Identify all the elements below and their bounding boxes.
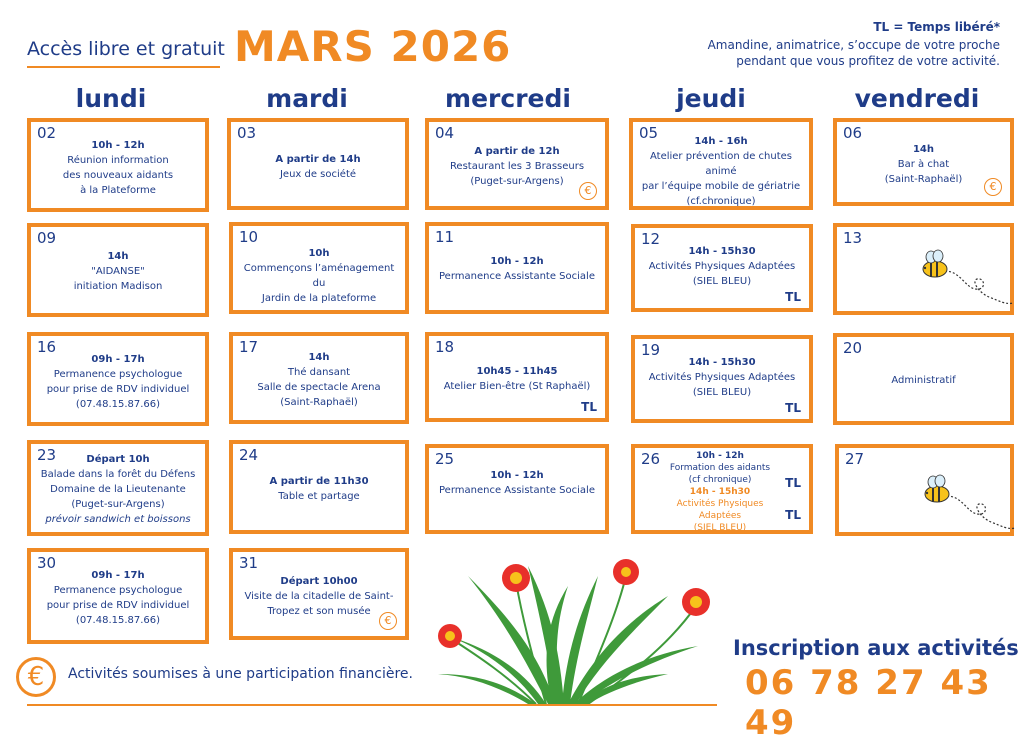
event-time: 14h - 16h <box>694 136 748 147</box>
day-number: 10 <box>239 228 259 246</box>
day-number: 17 <box>239 338 259 356</box>
event-line: Domaine de la Lieutenante <box>50 484 186 495</box>
day-number: 24 <box>239 446 259 464</box>
header-underline <box>27 66 220 68</box>
event-line: (Puget-sur-Argens) <box>470 176 564 187</box>
day-number: 30 <box>37 554 57 572</box>
event-line: des nouveaux aidants <box>62 170 174 181</box>
event-line: (SIEL BLEU) <box>692 276 752 287</box>
day-number: 19 <box>641 341 661 359</box>
event-time: A partir de 14h <box>275 154 361 165</box>
day-number: 18 <box>435 338 455 356</box>
event-line: Bar à chat <box>897 159 950 170</box>
event-line: initiation Madison <box>73 281 163 292</box>
day-cell-18 <box>425 332 609 422</box>
event-line: Jardin de la plateforme <box>261 293 377 304</box>
bee-icon <box>915 249 1015 311</box>
event-line: Atelier Bien-être (St Raphaël) <box>443 381 591 392</box>
event-line: (SIEL BLEU) <box>692 387 752 398</box>
event-line: (Saint-Raphaël) <box>884 174 963 185</box>
day-number: 03 <box>237 124 257 142</box>
event-line: Visite de la citadelle de Saint- <box>244 591 394 602</box>
day-number: 05 <box>639 124 659 142</box>
day-number: 25 <box>435 450 455 468</box>
event-time: 10h <box>308 248 330 259</box>
day-cell-24 <box>229 440 409 534</box>
event-line: Table et partage <box>278 491 360 502</box>
event-line: "AIDANSE" <box>91 266 145 277</box>
tl-badge: TL <box>785 401 801 415</box>
day-number: 26 <box>641 450 661 468</box>
event-line: Tropez et son musée <box>267 606 371 617</box>
event-time: 14h - 15h30 <box>689 487 751 497</box>
event-line: Activités Physiques Adaptées <box>648 261 796 272</box>
event-time: 14h - 15h30 <box>688 246 756 257</box>
day-cell-30 <box>27 548 209 644</box>
month-title: MARS 2026 <box>234 22 512 71</box>
day-header-mercredi: mercredi <box>445 84 571 113</box>
day-number: 09 <box>37 229 57 247</box>
day-cell-11 <box>425 222 609 314</box>
tl-badge: TL <box>581 400 597 414</box>
day-cell-16 <box>27 332 209 426</box>
day-number: 23 <box>37 446 57 464</box>
day-number: 16 <box>37 338 57 356</box>
day-cell-20 <box>833 333 1014 425</box>
event-line: Permanence psychologue <box>53 369 183 380</box>
event-time: 10h - 12h <box>490 256 544 267</box>
euro-icon: € <box>16 657 56 697</box>
event-line: à la Plateforme <box>80 185 156 196</box>
day-cell-04 <box>425 118 609 210</box>
day-cell-02 <box>27 118 209 212</box>
day-number: 27 <box>845 450 865 468</box>
event-line: par l’équipe mobile de gériatrie <box>641 181 801 192</box>
day-number: 13 <box>843 229 863 247</box>
day-cell-10 <box>229 222 409 314</box>
day-header-mardi: mardi <box>266 84 348 113</box>
event-line: (Puget-sur-Argens) <box>71 499 165 510</box>
bee-icon <box>917 474 1017 536</box>
event-time: 10h - 12h <box>91 140 145 151</box>
event-line: Atelier prévention de chutes animé <box>649 151 792 177</box>
day-number: 06 <box>843 124 863 142</box>
euro-icon: € <box>379 612 397 630</box>
day-cell-17 <box>229 332 409 424</box>
event-time: 14h <box>308 352 330 363</box>
day-header-jeudi: jeudi <box>676 84 746 113</box>
day-number: 02 <box>37 124 57 142</box>
footer-underline <box>27 704 717 706</box>
day-number: 12 <box>641 230 661 248</box>
legend-text: Activités soumises à une participation financière. <box>68 666 413 682</box>
event-line: Permanence psychologue <box>53 585 183 596</box>
inscription-label: Inscription aux activités <box>733 636 1019 660</box>
event-time: A partir de 12h <box>474 146 560 157</box>
day-cell-05 <box>629 118 813 210</box>
event-line: (cf chronique) <box>688 475 752 485</box>
event-line: (Saint-Raphaël) <box>280 397 358 408</box>
day-header-lundi: lundi <box>75 84 147 113</box>
day-cell-23 <box>27 440 209 536</box>
tl-badge: TL <box>785 476 801 490</box>
tl-description: Amandine, animatrice, s’occupe de votre proche pendant que vous profitez de votre activité. <box>707 38 1000 68</box>
event-line: Commençons l’aménagement du <box>243 263 395 289</box>
phone-number: 06 78 27 43 49 <box>745 663 992 743</box>
tl-definition: TL = Temps libéré* <box>873 20 1000 34</box>
tl-badge: TL <box>785 290 801 304</box>
day-cell-27 <box>835 444 1014 536</box>
day-number: 31 <box>239 554 259 572</box>
event-line: Formation des aidants <box>669 463 771 473</box>
event-time: Départ 10h <box>86 454 150 465</box>
event-time: 10h45 - 11h45 <box>476 366 558 377</box>
event-line: Administratif <box>891 375 956 386</box>
event-line: prévoir sandwich et boissons <box>45 514 191 525</box>
day-cell-26 <box>631 444 813 534</box>
event-time: 10h - 12h <box>696 451 744 461</box>
day-number: 20 <box>843 339 863 357</box>
day-cell-25 <box>425 444 609 534</box>
event-line: (07.48.15.87.66) <box>75 615 161 626</box>
euro-icon: € <box>984 178 1002 196</box>
event-line: Thé dansant <box>287 367 351 378</box>
day-number: 04 <box>435 124 455 142</box>
day-number: 11 <box>435 228 455 246</box>
event-line: pour prise de RDV individuel <box>46 384 190 395</box>
event-line: Restaurant les 3 Brasseurs <box>449 161 585 172</box>
day-cell-09 <box>27 223 209 317</box>
event-time: A partir de 11h30 <box>269 476 369 487</box>
event-line: Permanence Assistante Sociale <box>439 485 595 496</box>
event-line: pour prise de RDV individuel <box>46 600 190 611</box>
event-time: 14h - 15h30 <box>688 357 756 368</box>
event-line: Salle de spectacle Arena <box>257 382 381 393</box>
event-line: Réunion information <box>67 155 169 166</box>
event-time: 10h - 12h <box>490 470 544 481</box>
tl-badge: TL <box>785 508 801 522</box>
day-cell-19 <box>631 335 813 423</box>
day-cell-03 <box>227 118 409 210</box>
flowers-illustration <box>428 556 718 706</box>
event-time: 09h - 17h <box>91 570 145 581</box>
day-header-vendredi: vendredi <box>854 84 980 113</box>
event-line: (07.48.15.87.66) <box>75 399 161 410</box>
day-cell-13 <box>833 223 1014 315</box>
event-line: Balade dans la forêt du Défens <box>40 469 196 480</box>
event-line: (SIEL BLEU) <box>693 523 747 533</box>
event-time: Départ 10h00 <box>280 576 358 587</box>
euro-icon: € <box>579 182 597 200</box>
event-time: 09h - 17h <box>91 354 145 365</box>
day-cell-12 <box>631 224 813 312</box>
event-line: Activités Physiques Adaptées <box>676 499 764 521</box>
event-line: Activités Physiques Adaptées <box>648 372 796 383</box>
event-line: Permanence Assistante Sociale <box>439 271 595 282</box>
event-line: Jeux de société <box>279 169 357 180</box>
event-time: 14h <box>912 144 935 155</box>
day-cell-06 <box>833 118 1014 206</box>
day-cell-31 <box>229 548 409 640</box>
event-line: (cf.chronique) <box>686 196 756 207</box>
event-time: 14h <box>107 251 129 262</box>
acces-libre-label: Accès libre et gratuit <box>27 38 225 60</box>
